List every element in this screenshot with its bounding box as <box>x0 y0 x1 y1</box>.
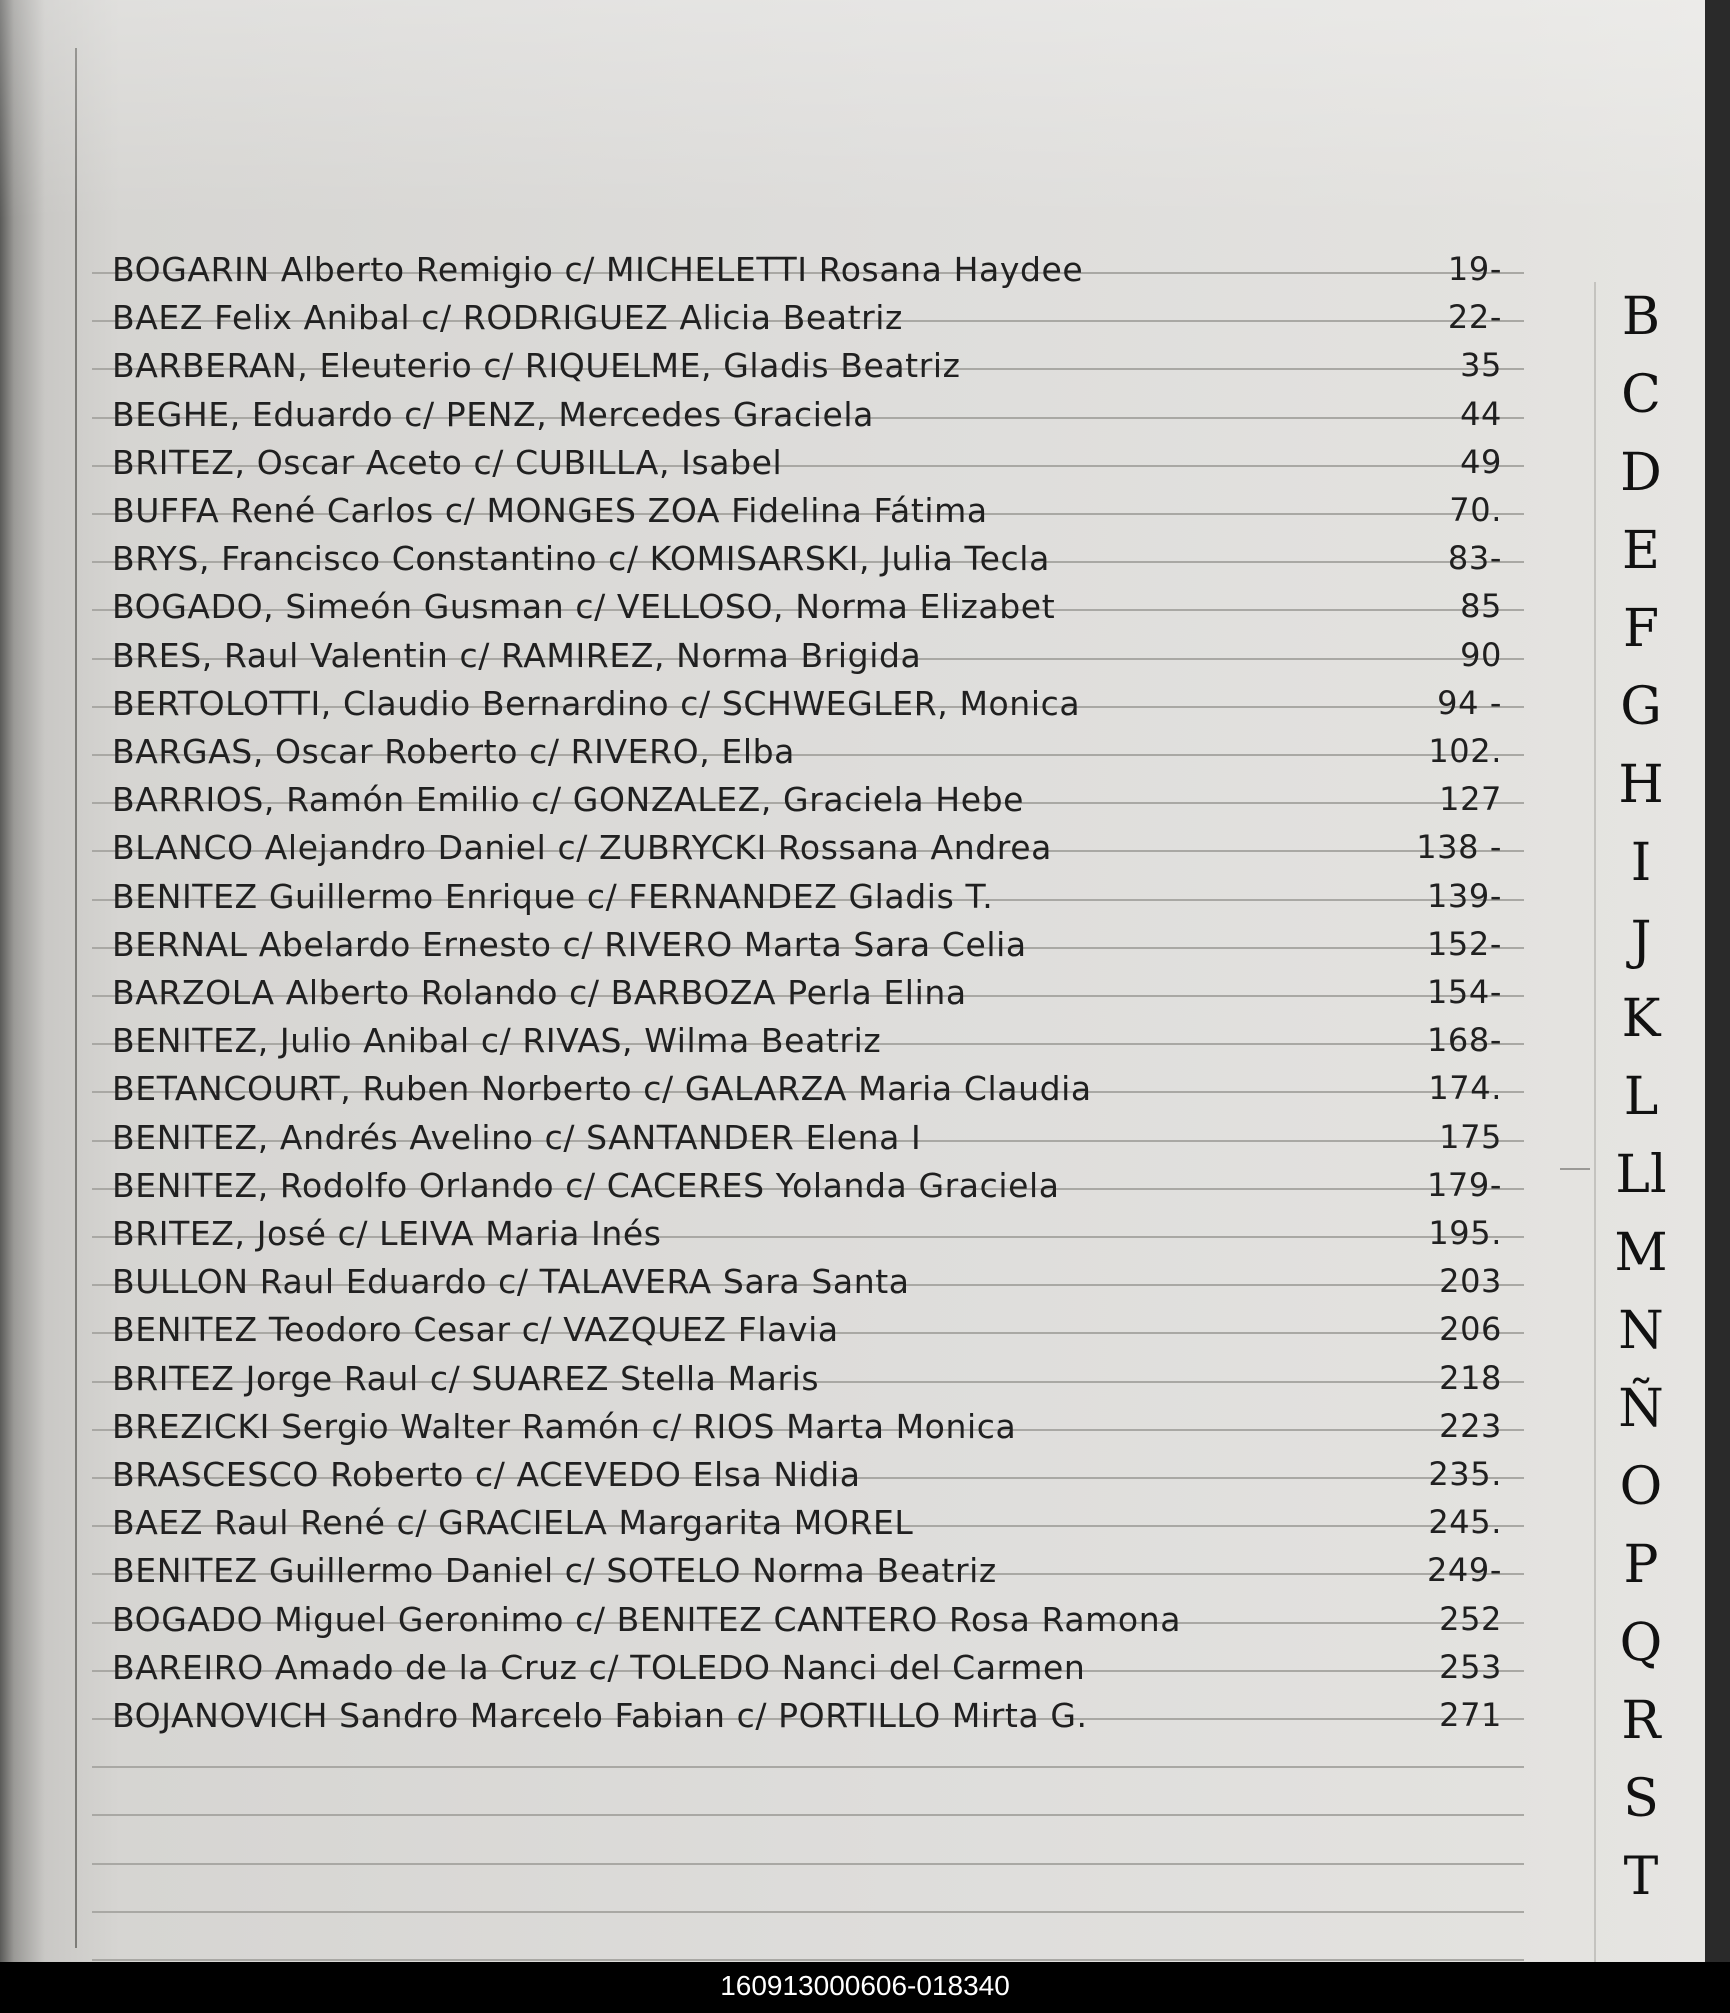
ledger-row <box>112 1359 1502 1405</box>
index-tab[interactable]: G <box>1620 677 1662 737</box>
couple-names: BENITEZ, Julio Anibal c/ RIVAS, Wilma Beatriz <box>112 1021 882 1061</box>
page-number: 22- <box>1447 298 1502 337</box>
page-number: 90 <box>1460 635 1502 674</box>
couple-names: BENITEZ Guillermo Daniel c/ SOTELO Norma Beatriz <box>112 1551 997 1591</box>
index-tab[interactable]: P <box>1623 1535 1659 1595</box>
page-number: 271 <box>1439 1696 1502 1734</box>
ruled-line <box>92 1766 1524 1768</box>
page-number: 94 - <box>1437 683 1502 722</box>
couple-names: BARZOLA Alberto Rolando c/ BARBOZA Perla Elina <box>112 973 967 1012</box>
couple-names: BRITEZ, José c/ LEIVA Maria Inés <box>112 1214 662 1253</box>
couple-names: BRYS, Francisco Constantino c/ KOMISARSKI, Julia Tecla <box>112 539 1050 579</box>
ledger-row <box>112 1455 1502 1501</box>
index-tab[interactable]: L <box>1623 1067 1659 1127</box>
couple-names: BAEZ Raul René c/ GRACIELA Margarita MOREL <box>112 1503 914 1543</box>
page-number: 235. <box>1428 1455 1502 1493</box>
page-number: 252 <box>1439 1599 1502 1638</box>
index-tab[interactable]: I <box>1630 833 1652 893</box>
couple-names: BEGHE, Eduardo c/ PENZ, Mercedes Graciela <box>112 394 874 434</box>
ledger-row <box>112 1696 1502 1742</box>
couple-names: BRASCESCO Roberto c/ ACEVEDO Elsa Nidia <box>112 1455 861 1494</box>
ledger-row <box>112 1069 1502 1115</box>
couple-names: BARGAS, Oscar Roberto c/ RIVERO, Elba <box>112 732 795 771</box>
couple-names: BLANCO Alejandro Daniel c/ ZUBRYCKI Rossana Andrea <box>112 828 1052 868</box>
ledger-row <box>112 1262 1502 1308</box>
page-number: 139- <box>1426 876 1502 915</box>
page-number: 49 <box>1460 442 1502 481</box>
ruled-line <box>92 1814 1524 1816</box>
index-tab[interactable]: F <box>1622 599 1660 659</box>
index-tab[interactable]: R <box>1621 1691 1661 1751</box>
index-tab[interactable]: T <box>1623 1847 1659 1907</box>
index-tab[interactable]: O <box>1619 1457 1663 1517</box>
ledger-row <box>112 298 1502 344</box>
ruled-line <box>92 1863 1524 1865</box>
ruled-line <box>92 1911 1524 1913</box>
couple-names: BERNAL Abelardo Ernesto c/ RIVERO Marta Sara Celia <box>112 924 1027 964</box>
footer-bar <box>0 1962 1730 2013</box>
page-number: 253 <box>1439 1647 1502 1686</box>
page-number: 19- <box>1447 250 1502 288</box>
couple-names: BULLON Raul Eduardo c/ TALAVERA Sara Santa <box>112 1262 910 1302</box>
page-number: 70. <box>1449 491 1502 529</box>
ledger-row <box>112 828 1502 874</box>
couple-names: BOJANOVICH Sandro Marcelo Fabian c/ PORTILLO Mirta G. <box>112 1696 1088 1735</box>
ledger-row <box>112 684 1502 730</box>
page-number: 175 <box>1439 1117 1502 1156</box>
page-number: 154- <box>1426 973 1502 1011</box>
index-tab[interactable]: D <box>1620 443 1662 503</box>
page-number: 223 <box>1439 1406 1502 1445</box>
couple-names: BERTOLOTTI, Claudio Bernardino c/ SCHWEGLER, Monica <box>112 683 1081 723</box>
ledger-row <box>112 877 1502 923</box>
couple-names: BENITEZ Guillermo Enrique c/ FERNANDEZ Gladis T. <box>112 876 994 916</box>
index-tab[interactable]: K <box>1621 989 1661 1049</box>
couple-names: BRITEZ, Oscar Aceto c/ CUBILLA, Isabel <box>112 442 783 482</box>
couple-names: BETANCOURT, Ruben Norberto c/ GALARZA Maria Claudia <box>112 1069 1092 1109</box>
ledger-row <box>112 443 1502 489</box>
couple-names: BOGARIN Alberto Remigio c/ MICHELETTI Rosana Haydee <box>112 250 1084 289</box>
page-number: 195. <box>1428 1214 1502 1252</box>
page-number: 102. <box>1428 732 1502 770</box>
page-number: 179- <box>1426 1165 1502 1204</box>
index-tab[interactable]: Q <box>1619 1613 1663 1673</box>
index-tab[interactable]: M <box>1614 1223 1668 1283</box>
index-tab[interactable]: H <box>1618 755 1664 815</box>
ledger-row <box>112 1503 1502 1549</box>
ledger-row <box>112 732 1502 778</box>
index-tab[interactable]: Ll <box>1615 1145 1667 1205</box>
ledger-row <box>112 395 1502 441</box>
ledger-row <box>112 250 1502 296</box>
page-number: 203 <box>1439 1262 1502 1301</box>
ruled-line <box>92 1959 1524 1961</box>
page-number: 83- <box>1447 539 1502 578</box>
ledger-row <box>112 539 1502 585</box>
couple-names: BRES, Raul Valentin c/ RAMIREZ, Norma Brigida <box>112 635 922 675</box>
tab-marker-line <box>1560 1168 1590 1170</box>
ledger-row <box>112 973 1502 1019</box>
couple-names: BAEZ Felix Anibal c/ RODRIGUEZ Alicia Beatriz <box>112 298 903 338</box>
index-tab[interactable]: C <box>1621 365 1661 425</box>
page-number: 245. <box>1428 1503 1502 1542</box>
couple-names: BENITEZ, Andrés Avelino c/ SANTANDER Elena I <box>112 1117 922 1157</box>
couple-names: BUFFA René Carlos c/ MONGES ZOA Fidelina Fátima <box>112 491 988 530</box>
document-id: 160913000606-018340 <box>720 1970 1010 2001</box>
ledger-row <box>112 780 1502 826</box>
page-number: 249- <box>1426 1551 1502 1590</box>
ledger-row <box>112 1407 1502 1453</box>
couple-names: BAREIRO Amado de la Cruz c/ TOLEDO Nanci del Carmen <box>112 1647 1086 1687</box>
couple-names: BENITEZ, Rodolfo Orlando c/ CACERES Yolanda Graciela <box>112 1165 1060 1205</box>
page-number: 174. <box>1428 1069 1502 1108</box>
page-number: 218 <box>1439 1358 1502 1397</box>
ledger-row <box>112 1648 1502 1694</box>
index-tab[interactable]: B <box>1621 287 1661 347</box>
ledger-row <box>112 587 1502 633</box>
couple-names: BRITEZ Jorge Raul c/ SUAREZ Stella Maris <box>112 1358 820 1398</box>
index-tab[interactable]: E <box>1622 521 1660 581</box>
ledger-row <box>112 491 1502 537</box>
ledger-row <box>112 636 1502 682</box>
couple-names: BARBERAN, Eleuterio c/ RIQUELME, Gladis Beatriz <box>112 346 961 386</box>
couple-names: BREZICKI Sergio Walter Ramón c/ RIOS Marta Monica <box>112 1406 1017 1446</box>
ledger-row <box>112 1118 1502 1164</box>
ledger-row <box>112 346 1502 392</box>
page-number: 138 - <box>1416 828 1502 867</box>
page-number: 85 <box>1460 587 1502 626</box>
index-tab[interactable]: Ñ <box>1618 1379 1664 1439</box>
ledger-row <box>112 1166 1502 1212</box>
page-number: 35 <box>1460 346 1502 385</box>
couple-names: BARRIOS, Ramón Emilio c/ GONZALEZ, Graciela Hebe <box>112 780 1025 820</box>
index-tab[interactable]: J <box>1630 911 1652 971</box>
ledger-row <box>112 925 1502 971</box>
ledger-row <box>112 1600 1502 1646</box>
ledger-row <box>112 1310 1502 1356</box>
page-number: 206 <box>1439 1310 1502 1349</box>
couple-names: BOGADO, Simeón Gusman c/ VELLOSO, Norma Elizabet <box>112 587 1056 627</box>
page-number: 127 <box>1439 780 1502 819</box>
ledger-row <box>112 1214 1502 1260</box>
page-number: 168- <box>1426 1021 1502 1060</box>
ledger-row <box>112 1021 1502 1067</box>
margin-line <box>75 48 77 1948</box>
page-number: 44 <box>1460 394 1502 433</box>
couple-names: BENITEZ Teodoro Cesar c/ VAZQUEZ Flavia <box>112 1310 839 1350</box>
page-number: 152- <box>1426 924 1502 963</box>
ledger-row <box>112 1551 1502 1597</box>
index-tab[interactable]: N <box>1618 1301 1664 1361</box>
index-tab[interactable]: S <box>1623 1769 1659 1829</box>
couple-names: BOGADO Miguel Geronimo c/ BENITEZ CANTERO Rosa Ramona <box>112 1599 1182 1639</box>
alphabet-index-tabs <box>1594 282 1706 1962</box>
